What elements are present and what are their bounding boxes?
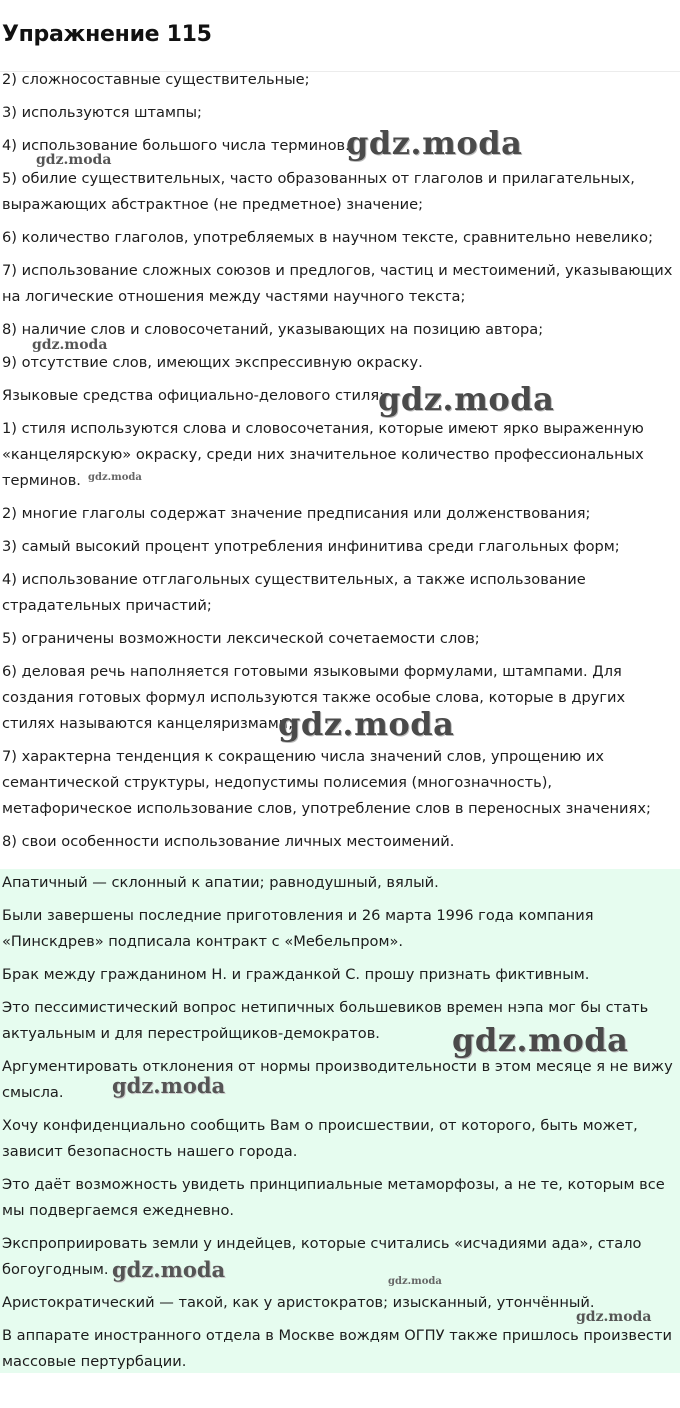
list-item: 2) сложносоставные существительные;	[2, 71, 310, 88]
list-item: 4) использование большого числа терминов.	[2, 137, 350, 154]
watermark: gdz.moda	[388, 1276, 442, 1287]
watermark: gdz.moda	[88, 472, 142, 483]
answer-sentence: Это даёт возможность увидеть принципиальные метаморфозы, а не те, которым все мы подвергаемся ежедневно.	[2, 1176, 665, 1219]
list-item: 2) многие глаголы содержат значение предписания или долженствования;	[2, 505, 591, 522]
page-title: Упражнение 115	[2, 22, 212, 47]
watermark: gdz.moda	[36, 152, 112, 168]
list-item: 9) отсутствие слов, имеющих экспрессивную окраску.	[2, 354, 423, 371]
watermark: gdz.moda	[278, 705, 455, 743]
watermark: gdz.moda	[112, 1257, 226, 1282]
answer-sentence: Хочу конфиденциально сообщить Вам о происшествии, от которого, быть может, зависит безопасность нашего города.	[2, 1117, 638, 1160]
watermark: gdz.moda	[32, 337, 108, 353]
answer-sentence: Аристократический — такой, как у аристократов; изысканный, утончённый.	[2, 1294, 595, 1311]
answer-sentence: Брак между гражданином Н. и гражданкой С. прошу признать фиктивным.	[2, 966, 590, 983]
answer-sentence: В аппарате иностранного отдела в Москве вождям ОГПУ также пришлось произвести массовые пертурбации.	[2, 1327, 672, 1370]
list-item: 8) свои особенности использование личных местоимений.	[2, 833, 455, 850]
watermark: gdz.moda	[378, 380, 555, 418]
list-item: 5) обилие существительных, часто образованных от глаголов и прилагательных, выражающих абстрактное (не предметное) значение;	[2, 170, 635, 213]
list-item: 7) характерна тенденция к сокращению числа значений слов, упрощению их семантической структуры, недопустимы полисемия (многозначность), метафорическое использование слов, употребление слов в переносных значениях;	[2, 748, 651, 817]
list-item: 5) ограничены возможности лексической сочетаемости слов;	[2, 630, 480, 647]
answer-sentence: Апатичный — склонный к апатии; равнодушный, вялый.	[2, 874, 439, 891]
list-item: 7) использование сложных союзов и предлогов, частиц и местоимений, указывающих на логические отношения между частями научного текста;	[2, 262, 673, 305]
answer-sentence: Экспроприировать земли у индейцев, которые считались «исчадиями ада», стало богоугодным.	[2, 1235, 642, 1278]
list-item: 3) используются штампы;	[2, 104, 202, 121]
section-heading: Языковые средства официально-делового стиля:	[2, 387, 385, 404]
watermark: gdz.moda	[452, 1021, 629, 1059]
watermark: gdz.moda	[112, 1073, 226, 1098]
list-item: 4) использование отглагольных существительных, а также использование страдательных причастий;	[2, 571, 586, 614]
answer-sentence: Это пессимистический вопрос нетипичных большевиков времен нэпа мог бы стать актуальным и для перестройщиков-демократов.	[2, 999, 649, 1042]
watermark: gdz.moda	[576, 1309, 652, 1325]
list-item: 8) наличие слов и словосочетаний, указывающих на позицию автора;	[2, 321, 544, 338]
style-features-list	[0, 70, 680, 870]
answer-sentence: Аргументировать отклонения от нормы производительности в этом месяце я не вижу смысла.	[2, 1058, 673, 1101]
list-item: 3) самый высокий процент употребления инфинитива среди глагольных форм;	[2, 538, 620, 555]
list-item: 1) стиля используются слова и словосочетания, которые имеют ярко выраженную «канцелярскую» окраску, среди них значительное количество профессиональных терминов.	[2, 420, 644, 489]
list-item: 6) деловая речь наполняется готовыми языковыми формулами, штампами. Для создания готовых формул используются также особые слова, которые в других стилях называются канцеляризмами;	[2, 663, 626, 732]
answer-sentence: Были завершены последние приготовления и 26 марта 1996 года компания «Пинскдрев» подписала контракт с «Мебельпром».	[2, 907, 594, 950]
list-item: 6) количество глаголов, употребляемых в научном тексте, сравнительно невелико;	[2, 229, 654, 246]
watermark: gdz.moda	[346, 124, 523, 162]
answer-box	[0, 869, 680, 1373]
